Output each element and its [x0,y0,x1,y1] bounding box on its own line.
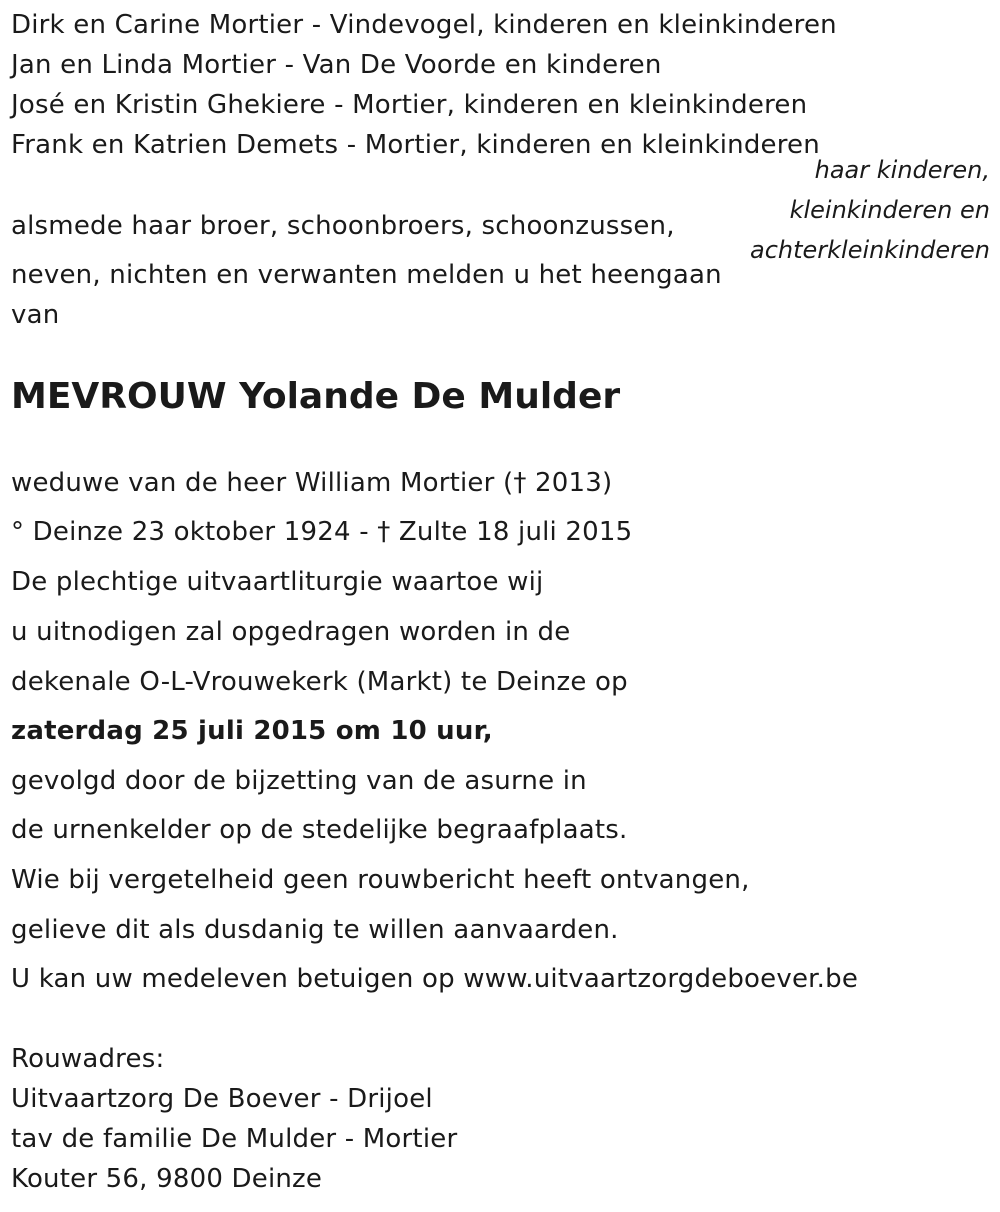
side-note-line: achterkleinkinderen [750,236,990,264]
family-line: Jan en Linda Mortier - Van De Voorde en kinderen [11,50,662,80]
ceremony-date: zaterdag 25 juli 2015 om 10 uur, [11,716,493,746]
detail-line: De plechtige uitvaartliturgie waartoe wij [11,567,544,597]
family-line: Frank en Katrien Demets - Mortier, kinderen en kleinkinderen [11,130,820,160]
address-line: Kouter 56, 9800 Deinze [11,1164,323,1194]
detail-line: weduwe van de heer William Mortier († 2013) [11,468,613,498]
detail-line: gelieve dit als dusdanig te willen aanvaarden. [11,915,619,945]
family-line: Dirk en Carine Mortier - Vindevogel, kinderen en kleinkinderen [11,10,837,40]
relatives-line: alsmede haar broer, schoonbroers, schoonzussen, [11,211,675,241]
address-line: Uitvaartzorg De Boever - Drijoel [11,1084,433,1114]
detail-line: ° Deinze 23 oktober 1924 - † Zulte 18 juli 2015 [11,517,633,547]
detail-line: dekenale O-L-Vrouwekerk (Markt) te Deinze op [11,667,628,697]
detail-line: gevolgd door de bijzetting van de asurne in [11,766,587,796]
detail-line: Wie bij vergetelheid geen rouwbericht heeft ontvangen, [11,865,750,895]
relatives-line: van [11,300,60,330]
condolence-line: U kan uw medeleven betuigen op www.uitvaartzorgdeboever.be [11,964,859,994]
deceased-name: MEVROUW Yolande De Mulder [11,376,621,417]
relatives-line: neven, nichten en verwanten melden u het heengaan [11,260,722,290]
address-line: tav de familie De Mulder - Mortier [11,1124,458,1154]
side-note-line: haar kinderen, [814,156,990,184]
address-label: Rouwadres: [11,1044,165,1074]
detail-line: u uitnodigen zal opgedragen worden in de [11,617,571,647]
side-note-line: kleinkinderen en [789,196,990,224]
family-line: José en Kristin Ghekiere - Mortier, kinderen en kleinkinderen [11,90,808,120]
detail-line: de urnenkelder op de stedelijke begraafplaats. [11,815,628,845]
